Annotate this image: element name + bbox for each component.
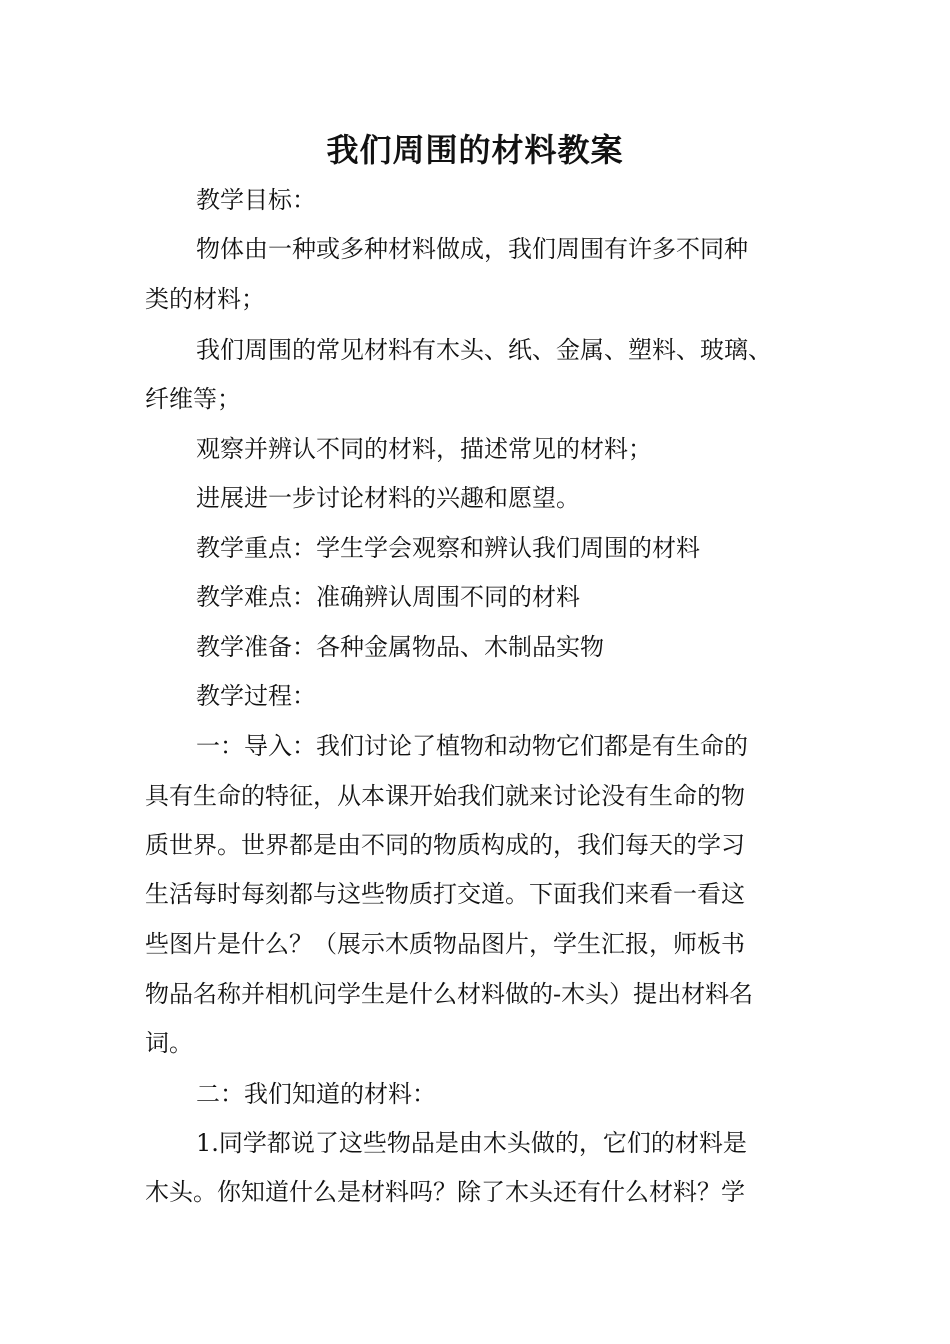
process-line: 质世界。世界都是由不同的物质构成的，我们每天的学习 — [145, 831, 745, 859]
process-line: 1.同学都说了这些物品是由木头做的，它们的材料是 — [196, 1129, 747, 1157]
teaching-preparation: 教学准备：各种金属物品、木制品实物 — [196, 633, 604, 661]
process-line: 些图片是什么？（展示木质物品图片，学生汇报，师板书 — [145, 930, 745, 958]
process-line: 木头。你知道什么是材料吗？除了木头还有什么材料？学 — [145, 1178, 745, 1206]
heading-teaching-goals: 教学目标： — [196, 186, 316, 214]
teaching-difficulty: 教学难点：准确辨认周围不同的材料 — [196, 583, 580, 611]
heading-teaching-process: 教学过程： — [196, 682, 316, 710]
document-title: 我们周围的材料教案 — [326, 131, 624, 169]
goal-line: 纤维等； — [145, 385, 241, 413]
process-line: 生活每时每刻都与这些物质打交道。下面我们来看一看这 — [145, 880, 745, 908]
goal-line: 物体由一种或多种材料做成，我们周围有许多不同种 — [196, 235, 748, 263]
section-heading-known-materials: 二：我们知道的材料： — [196, 1080, 436, 1108]
process-line: 物品名称并相机问学生是什么材料做的-木头）提出材料名 — [145, 980, 754, 1008]
process-line: 具有生命的特征，从本课开始我们就来讨论没有生命的物 — [145, 782, 745, 810]
teaching-key-point: 教学重点：学生学会观察和辨认我们周围的材料 — [196, 534, 700, 562]
goal-line: 类的材料； — [145, 285, 265, 313]
goal-line: 我们周围的常见材料有木头、纸、金属、塑料、玻璃、 — [196, 336, 772, 364]
goal-line: 进展进一步讨论材料的兴趣和愿望。 — [196, 484, 580, 512]
goal-line: 观察并辨认不同的材料，描述常见的材料； — [196, 435, 652, 463]
process-line: 词。 — [145, 1029, 193, 1057]
process-line: 一：导入：我们讨论了植物和动物它们都是有生命的 — [196, 732, 748, 760]
